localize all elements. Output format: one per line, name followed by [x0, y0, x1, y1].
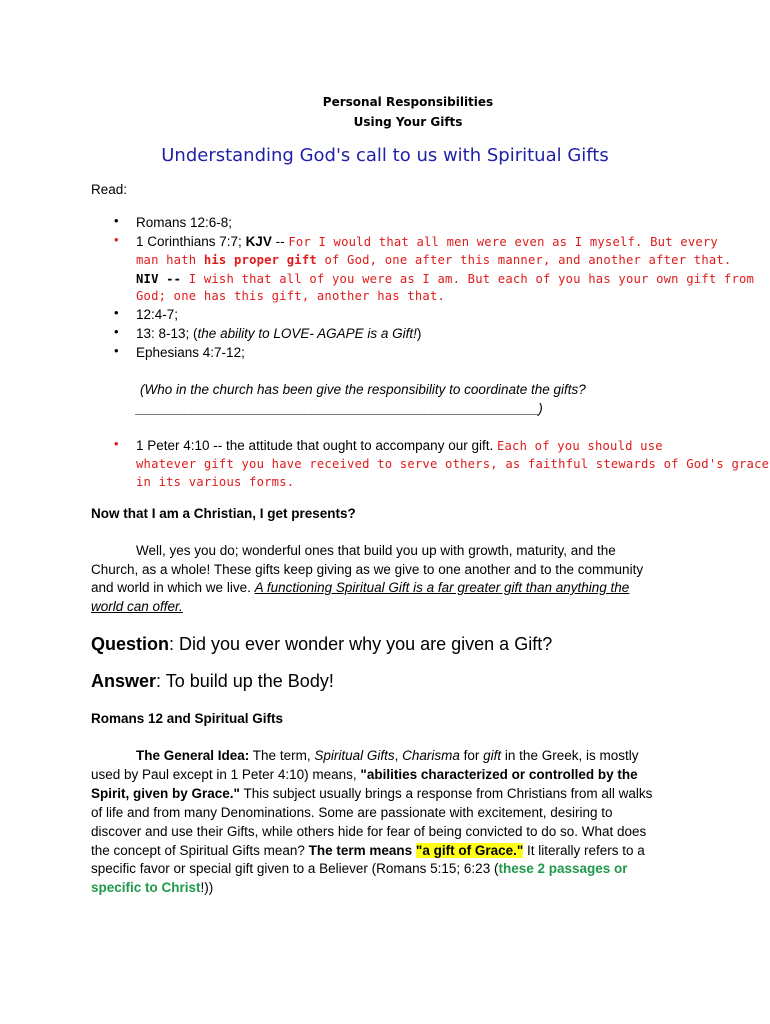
paragraph-line: of life and from many Denominations. Some are passionate with excitement, desiring to — [91, 805, 613, 820]
paragraph-text: specific favor or special gift given to a Believer (Romans 5:15; 6:23 ( — [91, 861, 499, 876]
ref-text: ) — [416, 326, 422, 341]
term-text: Charisma — [402, 748, 460, 763]
answer-text: : To build up the Body! — [156, 671, 334, 691]
scripture-quote-line — [136, 269, 754, 289]
general-idea-label: The General Idea: — [136, 748, 250, 763]
definition-text: "abilities characterized or controlled by the — [360, 767, 638, 782]
header-line-2: Using Your Gifts — [353, 115, 463, 129]
read-label: Read: — [91, 182, 128, 197]
scripture-quote-line — [136, 251, 731, 270]
scripture-quote: Each of you should use — [496, 439, 663, 453]
answer-line — [91, 671, 334, 692]
paragraph-line — [91, 578, 629, 597]
emphasis-text: world can offer. — [91, 599, 183, 614]
question-paren-blank: _________________________________________________________) — [136, 401, 543, 416]
dash: -- — [271, 234, 289, 249]
paragraph-text: , — [394, 748, 403, 763]
answer-label: Answer — [91, 671, 157, 691]
paragraph-text: used by Paul except in 1 Peter 4:10) means, — [91, 767, 361, 782]
section-heading: Romans 12 and Spiritual Gifts — [91, 711, 284, 726]
paragraph-line — [91, 784, 652, 803]
highlighted-text: "a gift of Grace." — [415, 843, 524, 858]
paragraph-line — [136, 746, 638, 765]
green-note: these 2 passages or — [498, 861, 628, 876]
scripture-quote-line: in its various forms. — [136, 475, 295, 489]
paragraph-line — [91, 878, 213, 897]
ref-text: 1 Corinthians 7:7; — [136, 234, 246, 249]
list-item — [136, 232, 718, 252]
paragraph-text: This subject usually brings a response from Christians from all walks — [239, 786, 653, 801]
term-text: Spiritual Gifts — [314, 748, 395, 763]
scripture-quote-bold: his proper gift — [203, 253, 317, 267]
paragraph-text: the concept of Spiritual Gifts mean? — [91, 843, 309, 858]
paragraph-line — [91, 765, 638, 784]
bullet-icon: • — [114, 324, 119, 339]
term-means: The term means — [308, 843, 416, 858]
niv-label: NIV -- — [136, 272, 182, 286]
paragraph-line: discover and use their Gifts, while others hide for fear of being convicted to do so. What does — [91, 824, 647, 839]
emphasis-text: A functioning Spiritual Gift is a far greater gift than anything the — [254, 580, 630, 595]
question-label: Question — [91, 634, 170, 654]
list-item: 12:4-7; — [136, 307, 179, 322]
paragraph-line: Church, as a whole! These gifts keep giving as we give to one another and to the community — [91, 562, 644, 577]
list-item — [136, 324, 421, 343]
scripture-quote-line: whatever gift you have received to serve others, as faithful stewards of God's grace — [136, 457, 770, 471]
paragraph-text: It literally refers to a — [523, 843, 645, 858]
paragraph-text: The term, — [249, 748, 315, 763]
scripture-quote: man hath — [136, 253, 204, 267]
ref-text: 13: 8-13; ( — [136, 326, 198, 341]
paragraph-line: Well, yes you do; wonderful ones that build you up with growth, maturity, and the — [136, 543, 616, 558]
section-heading: Now that I am a Christian, I get presents? — [91, 506, 356, 521]
scripture-quote: of God, one after this manner, and another after that. — [316, 253, 732, 267]
ref-text: 1 Peter 4:10 -- the attitude that ought to accompany our gift. — [136, 438, 497, 453]
list-item: Romans 12:6-8; — [136, 215, 233, 230]
paragraph-text: and world in which we live. — [91, 580, 255, 595]
question-paren: (Who in the church has been give the responsibility to coordinate the gifts? — [140, 382, 586, 397]
bullet-icon: • — [114, 343, 119, 358]
bullet-icon: • — [114, 436, 119, 451]
paragraph-text: !)) — [200, 880, 214, 895]
kjv-label: KJV — [245, 234, 272, 249]
bullet-icon: • — [114, 213, 119, 228]
term-text: gift — [483, 748, 502, 763]
ref-note: the ability to LOVE- AGAPE is a Gift! — [197, 326, 417, 341]
list-item: Ephesians 4:7-12; — [136, 345, 245, 360]
question-line — [91, 634, 552, 655]
page-title: Understanding God's call to us with Spiritual Gifts — [161, 145, 609, 166]
paragraph-line — [91, 841, 645, 860]
question-text: : Did you ever wonder why you are given a Gift? — [169, 634, 553, 654]
scripture-quote: For I would that all men were even as I myself. But every — [288, 235, 718, 249]
bullet-icon: • — [114, 232, 119, 247]
green-note: specific to Christ — [91, 880, 201, 895]
list-item — [136, 436, 663, 456]
header-line-1: Personal Responsibilities — [322, 95, 494, 109]
bullet-icon: • — [114, 305, 119, 320]
definition-text: Spirit, given by Grace." — [91, 786, 240, 801]
scripture-quote-line: God; one has this gift, another has that. — [136, 289, 446, 303]
paragraph-line — [91, 859, 628, 878]
scripture-quote: I wish that all of you were as I am. But each of you has your own gift from — [181, 272, 755, 286]
paragraph-text: for — [459, 748, 484, 763]
paragraph-text: in the Greek, is mostly — [501, 748, 639, 763]
